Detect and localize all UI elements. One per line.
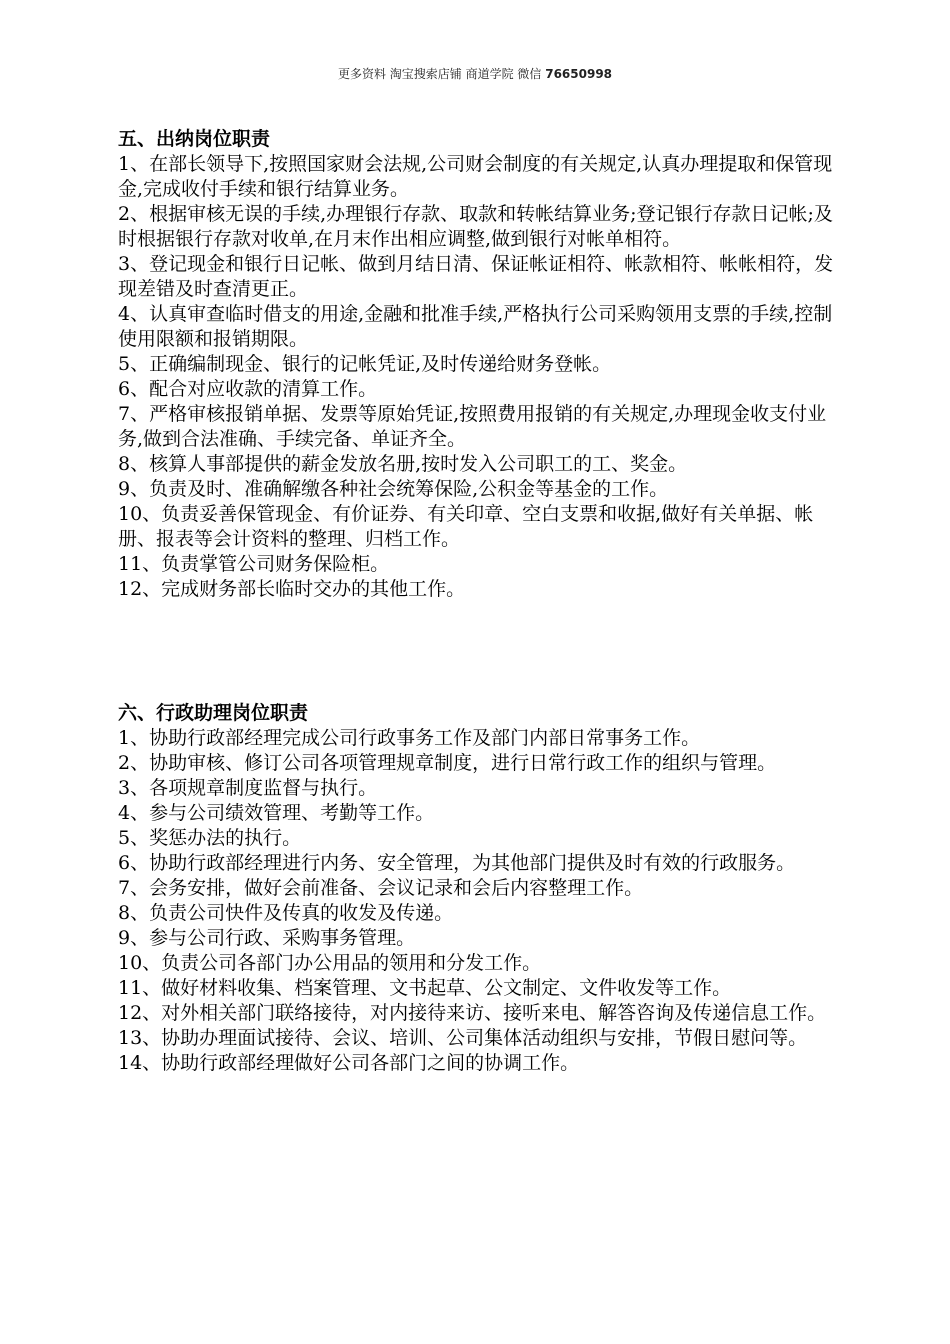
header-text: 更多资料 淘宝搜索店铺 商道学院 微信 [337,67,546,81]
list-item: 1、在部长领导下,按照国家财会法规,公司财会制度的有关规定,认真办理提取和保管现金,完成收付手续和银行结算业务。 [118,153,833,200]
list-item: 14、协助行政部经理做好公司各部门之间的协调工作。 [118,1052,580,1074]
list-item: 2、根据审核无误的手续,办理银行存款、取款和转帐结算业务;登记银行存款日记帐;及时根据银行存款对收单,在月末作出相应调整,做到银行对帐单相符。 [118,203,833,250]
list-item: 10、负责公司各部门办公用品的领用和分发工作。 [118,952,542,974]
list-item: 4、认真审查临时借支的用途,金融和批准手续,严格执行公司采购领用支票的手续,控制使用限额和报销期限。 [118,303,833,350]
section-title: 六、行政助理岗位职责 [118,702,309,724]
list-item: 3、各项规章制度监督与执行。 [118,777,378,799]
list-item: 3、登记现金和银行日记帐、做到月结日清、保证帐证相符、帐款相符、帐帐相符，发现差错及时查清更正。 [118,253,834,300]
list-item: 4、参与公司绩效管理、考勤等工作。 [118,802,435,824]
list-item: 1、协助行政部经理完成公司行政事务工作及部门内部日常事务工作。 [118,727,701,749]
list-item: 5、正确编制现金、银行的记帐凭证,及时传递给财务登帐。 [118,353,612,375]
list-item: 8、负责公司快件及传真的收发及传递。 [118,902,454,924]
list-item: 11、负责掌管公司财务保险柜。 [118,553,390,575]
list-item: 9、负责及时、准确解缴各种社会统筹保险,公积金等基金的工作。 [118,478,669,500]
list-item: 10、负责妥善保管现金、有价证券、有关印章、空白支票和收据,做好有关单据、帐册、报表等会计资料的整理、归档工作。 [118,503,814,550]
list-item: 13、协助办理面试接待、会议、培训、公司集体活动组织与安排，节假日慰问等。 [118,1027,808,1049]
list-item: 9、参与公司行政、采购事务管理。 [118,927,416,949]
list-item: 12、完成财务部长临时交办的其他工作。 [118,578,466,600]
list-item: 6、协助行政部经理进行内务、安全管理，为其他部门提供及时有效的行政服务。 [118,852,796,874]
list-item: 6、配合对应收款的清算工作。 [118,378,378,400]
section-cashier [118,126,834,602]
list-item: 11、做好材料收集、档案管理、文书起草、公文制定、文件收发等工作。 [118,977,732,999]
wechat-id: 76650998 [545,67,613,81]
section-title: 五、出纳岗位职责 [118,128,271,150]
list-item: 12、对外相关部门联络接待，对内接待来访、接听来电、解答咨询及传递信息工作。 [118,1002,827,1024]
list-item: 7、会务安排，做好会前准备、会议记录和会后内容整理工作。 [118,877,644,899]
list-item: 7、严格审核报销单据、发票等原始凭证,按照费用报销的有关规定,办理现金收支付业务,做到合法准确、手续完备、单证齐全。 [118,403,827,450]
list-item: 5、奖惩办法的执行。 [118,827,302,849]
list-item: 8、核算人事部提供的薪金发放名册,按时发入公司职工的工、奖金。 [118,453,688,475]
page-header [0,66,950,82]
list-item: 2、协助审核、修订公司各项管理规章制度，进行日常行政工作的组织与管理。 [118,752,777,774]
section-admin-assistant [118,700,834,1076]
